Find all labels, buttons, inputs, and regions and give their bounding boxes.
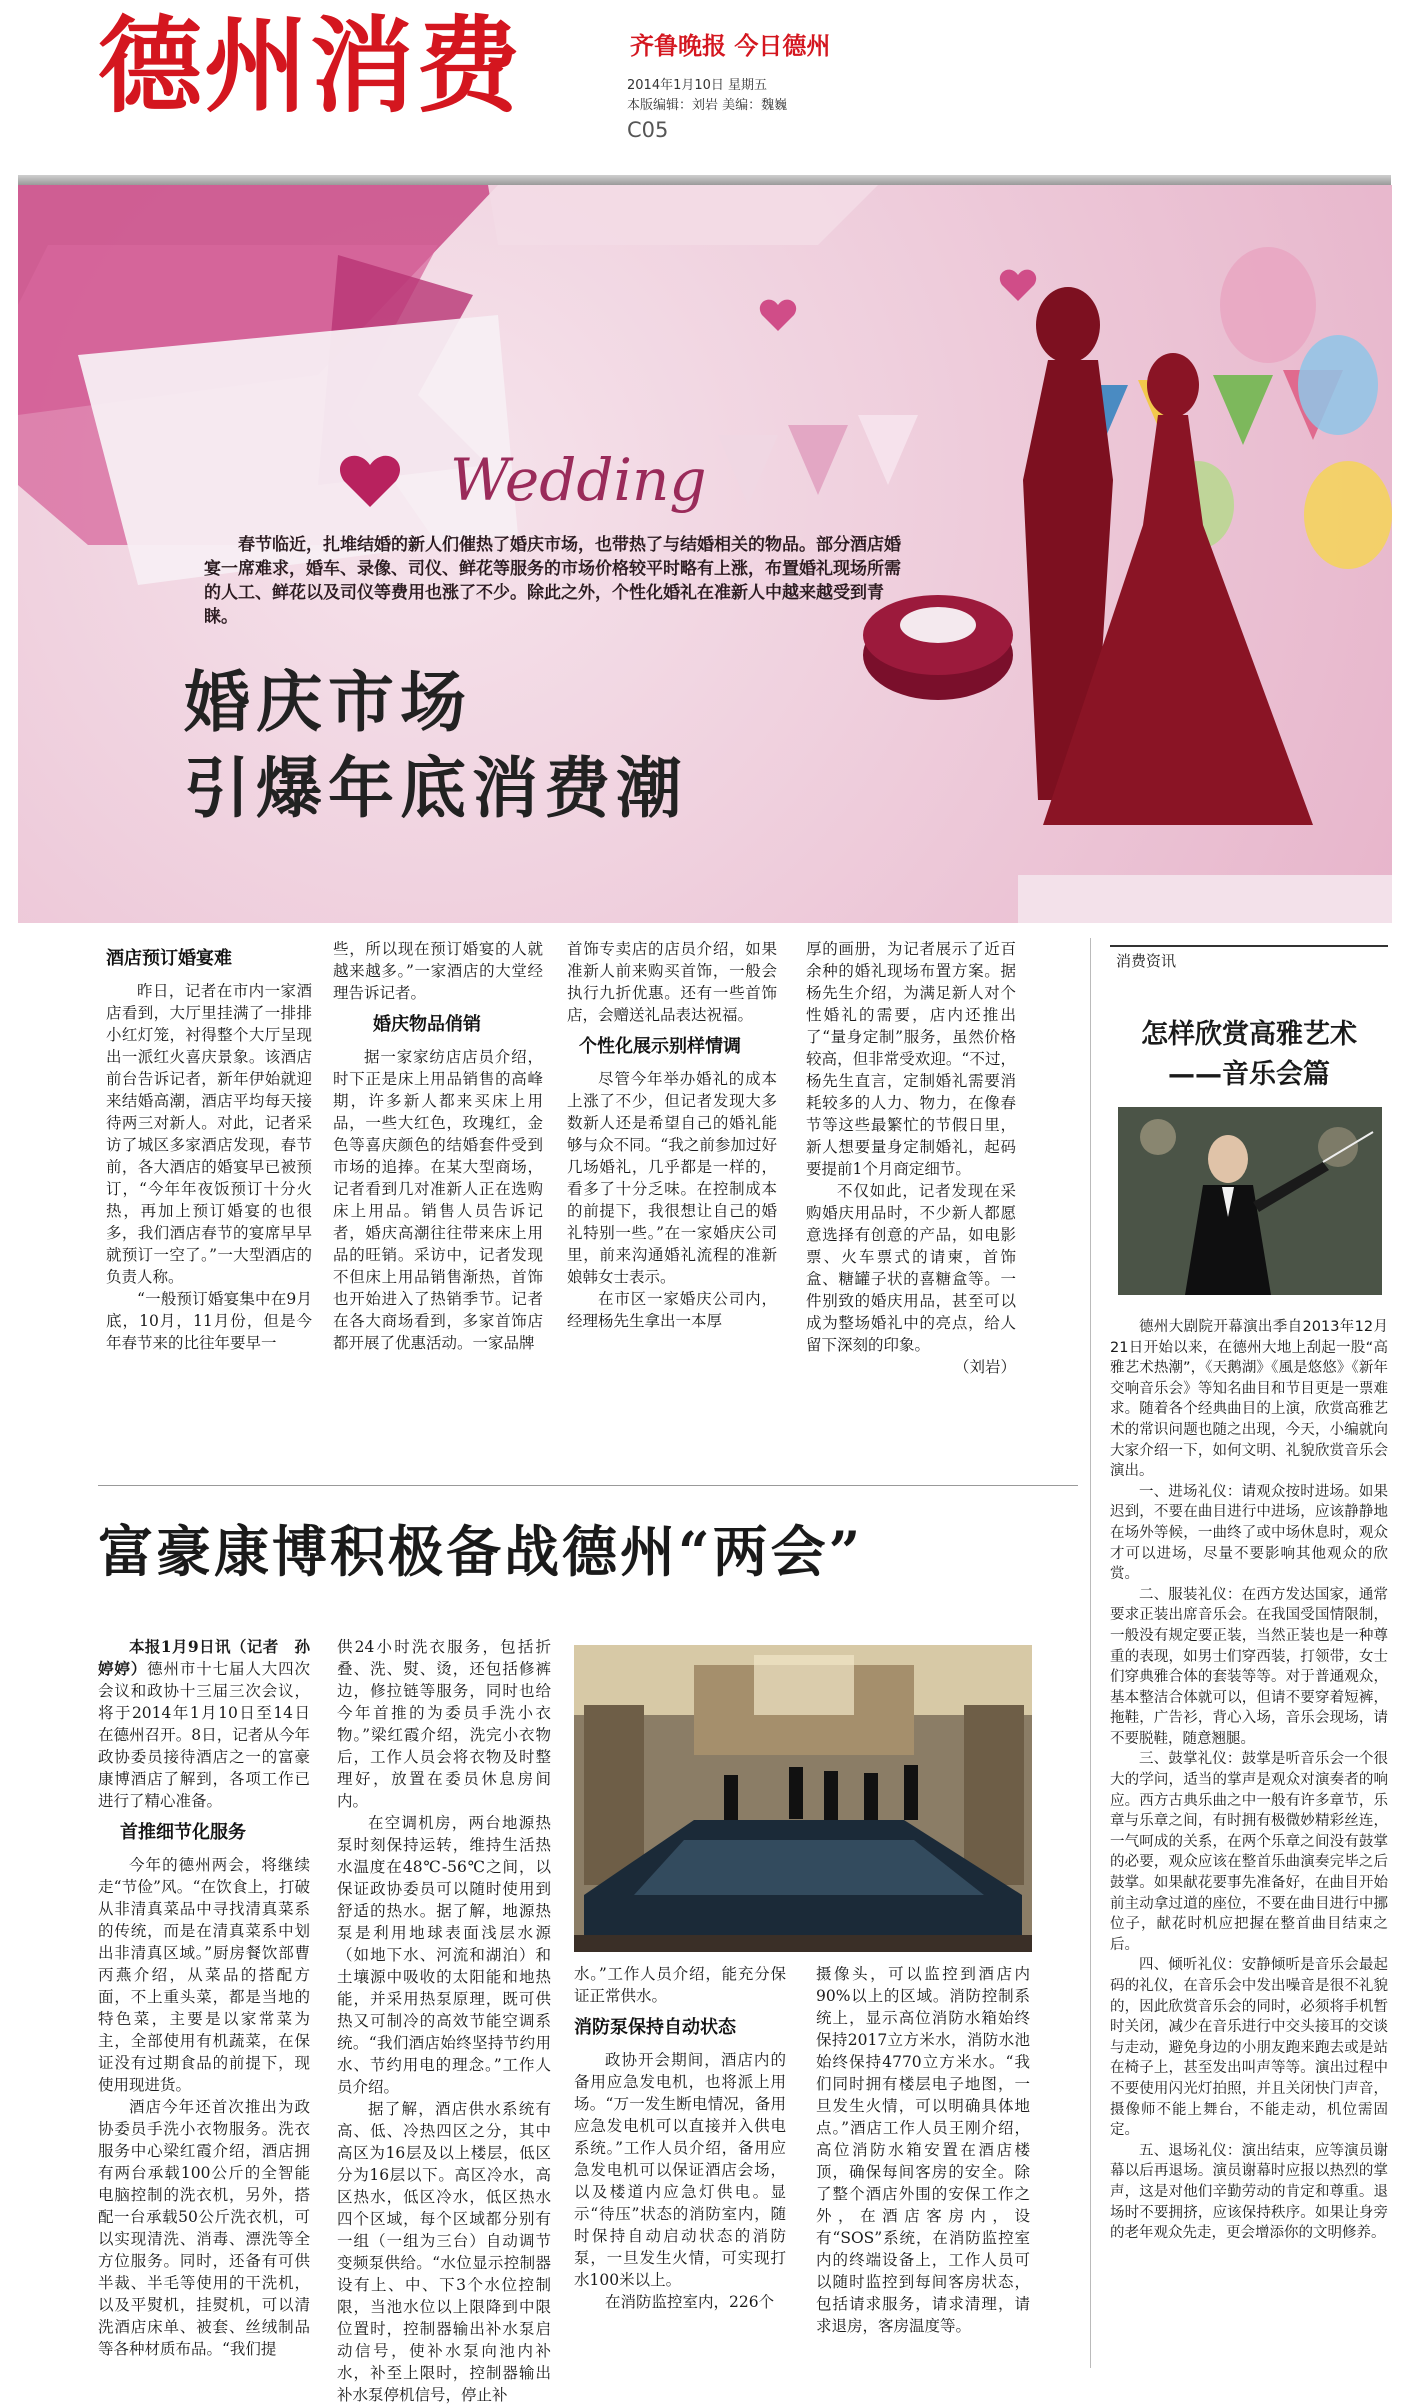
story1-column-2 — [333, 938, 543, 1354]
paragraph: 些，所以现在预订婚宴的人就越来越多。”一家酒店的大堂经理告诉记者。 — [333, 940, 543, 1002]
story1-column-4 — [806, 938, 1016, 1378]
paragraph: 摄像头，可以监控到酒店内90%以上的区域。消防控制系统上，显示高位消防水箱始终保持2017立方米水，消防水池始终保持4770立方米水。“我们同时拥有楼层电子地图，一旦发生火情，可以明确具体地点。”酒店工作人员王刚介绍，高位消防水箱安置在酒店楼顶，确保每间客房的安全。除了整个酒店外围的安保工作之外，在酒店客房内，设有“SOS”系统，在消防监控室内的终端设备上，工作人员可以随时监控到每间客房状态，包括请求服务，请求清理，请求退房，客房温度等。 — [816, 1965, 1030, 2335]
sidebar-title-line2: ——音乐会篇 — [1168, 1059, 1330, 1090]
paragraph: 在消防监控室内，226个 — [605, 2293, 775, 2311]
section-tag-label: 消费资讯 — [1110, 947, 1184, 971]
story-divider — [98, 1485, 1078, 1486]
hero-headline-line2: 引爆年底消费潮 — [184, 749, 688, 827]
sidebar-body — [1110, 1317, 1388, 2244]
story2-headline: 富豪康博积极备战德州“两会” — [98, 1519, 864, 1584]
subheading-wedding-goods: 婚庆物品俏销 — [373, 1014, 481, 1035]
column-divider — [1090, 938, 1091, 2368]
paragraph: 厚的画册，为记者展示了近百余种的婚礼现场布置方案。据杨先生介绍，为满足新人对个性婚礼的需要，店内还推出了“量身定制”服务，虽然价格较高，但非常受欢迎。“不过，杨先生直言，定制婚礼需要消耗较多的人力、物力，在像春节等这些最繁忙的节假日里，新人想要量身定制婚礼，起码要提前1个月商定细节。 — [806, 940, 1016, 1178]
header-rule — [18, 175, 1391, 185]
paragraph: 首饰专卖店的店员介绍，如果准新人前来购买首饰，一般会执行九折优惠。还有一些首饰店，会赠送礼品表达祝福。 — [567, 940, 777, 1024]
issue-info — [627, 76, 787, 116]
issue-date: 2014年1月10日 星期五 — [627, 78, 768, 93]
paragraph: 昨日，记者在市内一家酒店看到，大厅里挂满了一排排小红灯笼，衬得整个大厅呈现出一派红火喜庆景象。该酒店前台告诉记者，新年伊始就迎来结婚高潮，酒店平均每天接待两三对新人。对此，记者采访了城区多家酒店发现，春节前，各大酒店的婚宴早已被预订，“今年年夜饭预订十分火热，再加上预订婚宴的也很多，我们酒店春节的宴席早早就预订一空了。”一大型酒店的负责人称。 — [106, 982, 312, 1286]
dateline: 本报1月9日讯（记者 孙婷婷） — [98, 1637, 310, 1678]
paragraph: “一般预订婚宴集中在9月底，10月，11月份，但是今年春节来的比往年要早一 — [106, 1290, 312, 1352]
paragraph: 五、退场礼仪：演出结束，应等演员谢幕以后再退场。演员谢幕时应报以热烈的掌声，这是对他们辛勤劳动的肯定和尊重。退场时不要拥挤，应该保持秩序。如果让身旁的老年观众先走，更会增添你的文明修养。 — [1110, 2142, 1388, 2242]
paragraph: 一、进场礼仪：请观众按时进场。如果迟到，不要在曲目进行中进场，应该静静地在场外等候，一曲终了或中场休息时，观众才可以进场，尽量不要影响其他观众的欣赏。 — [1110, 1483, 1388, 1583]
story2-column-4 — [816, 1963, 1030, 2337]
paragraph: 在空调机房，两台地源热泵时刻保持运转，维持生活热水温度在48℃-56℃之间，以保证政协委员可以随时使用到舒适的热水。据了解，地源热泵是利用地球表面浅层水源（如地下水、河流和湖泊）和土壤源中吸收的太阳能和地热能，并采用热泵原理，既可供热又可制冷的高效节能空调系统。“我们酒店始终坚持节约用水、节约用电的理念。”工作人员介绍。 — [337, 1814, 551, 2096]
paragraph: 德州大剧院开幕演出季自2013年12月21日开始以来，在德州大地上刮起一股“高雅艺术热潮”，《天鹅湖》《風是悠悠》《新年交响音乐会》等知名曲目和节目更是一票难求。随着各个经典曲目的上演，欣赏高雅艺术的常识问题也随之出现，今天，小编就向大家介绍一下，如何文明、礼貌欣赏音乐会演出。 — [1110, 1319, 1388, 1480]
paragraph — [98, 1636, 310, 1812]
hero-headline — [184, 659, 688, 831]
subheading-hotel-booking: 酒店预订婚宴难 — [106, 948, 232, 969]
subheading-detail-service: 首推细节化服务 — [120, 1822, 246, 1843]
paragraph: 今年的德州两会，将继续走“节俭”风。“在饮食上，打破从非清真菜品中寻找清真菜系的传统，而是在清真菜系中划出非清真区域。”厨房餐饮部曹丙燕介绍，从菜品的搭配方面，不上重头菜，都是当地的特色菜，主要是以家常菜为主，全部使用有机蔬菜，在保证没有过期食品的前提下，现使用现进货。 — [98, 1856, 310, 2094]
lead-text: 德州市十七届人大四次会议和政协十三届三次会议，将于2014年1月10日至14日在德州召开。8日，记者从今年政协委员接待酒店之一的富豪康博酒店了解到，各项工作已进行了精心准备。 — [98, 1660, 310, 1810]
byline: （刘岩） — [953, 1358, 1016, 1376]
paragraph: 尽管今年举办婚礼的成本上涨了不少，但记者发现大多数新人还是希望自己的婚礼能够与众不同。“我之前参加过好几场婚礼，几乎都是一样的，看多了十分乏味。在控制成本的前提下，我很想让自己的婚礼特别一些。”在一家婚庆公司里，前来沟通婚礼流程的准新娘韩女士表示。 — [567, 1070, 777, 1286]
sidebar-concert-etiquette — [1110, 945, 1388, 2370]
story2-column-1 — [98, 1636, 310, 2360]
paragraph: 不仅如此，记者发现在采购婚庆用品时，不少新人都愿意选择有创意的产品，如电影票、火车票式的请柬，首饰盒、糖罐子状的喜糖盒等。一件别致的婚庆用品，甚至可以成为整场婚礼中的亮点，给人留下深刻的印象。 — [806, 1182, 1016, 1354]
masthead-title: 德州消费 — [98, 4, 523, 127]
hero-intro: 春节临近，扎堆结婚的新人们催热了婚庆市场，也带热了与结婚相关的物品。部分酒店婚宴一席难求，婚车、录像、司仪、鲜花等服务的市场价格较平时略有上涨，布置婚礼现场所需的人工、鲜花以及司仪等费用也涨了不少。除此之外，个性化婚礼在准新人中越来越受到青睐。 — [204, 535, 901, 627]
story2-column-2 — [337, 1636, 551, 2406]
newspaper-brand: 齐鲁晚报 今日德州 — [630, 31, 831, 60]
sidebar-title — [1110, 1015, 1388, 1095]
story1-column-3 — [567, 938, 777, 1332]
paragraph: 四、倾听礼仪：安静倾听是音乐会最起码的礼仪，在音乐会中发出噪音是很不礼貌的，因此欣赏音乐会的同时，必须将手机暂时关闭，减少在音乐进行中交头接耳的交谈与走动，避免身边的小朋友跑来跑去或是站在椅子上，甚至发出叫声等等。演出过程中不要使用闪光灯拍照，并且关闭快门声音，摄像师不能上舞台，不能走动，机位需固定。 — [1110, 1957, 1388, 2139]
sidebar-title-line1: 怎样欣赏高雅艺术 — [1141, 1019, 1357, 1050]
page-number: C05 — [627, 118, 669, 142]
paragraph: 水。”工作人员介绍，能充分保证正常供水。 — [574, 1965, 786, 2005]
paragraph: 在市区一家婚庆公司内，经理杨先生拿出一本厚 — [567, 1290, 777, 1330]
section-tag — [1110, 945, 1388, 969]
paragraph: 据一家家纺店店员介绍，时下正是床上用品销售的高峰期，许多新人都来买床上用品，一些大红色，玫瑰红，金色等喜庆颜色的结婚套件受到市场的追捧。在某大型商场，记者看到几对准新人正在选购床上用品。销售人员告诉记者，婚庆高潮往往带来床上用品的旺销。采访中，记者发现不但床上用品销售渐热，首饰也开始进入了热销季节。记者在各大商场看到，多家首饰店都开展了优惠活动。一家品牌 — [333, 1048, 543, 1352]
meeting-room-photo — [574, 1645, 1032, 1952]
paragraph: 二、服装礼仪：在西方发达国家，通常要求正装出席音乐会。在我国受国情限制，一般没有规定要正装，当然正装也是一种尊重的表现，如男士们穿西装，打领带，女士们穿典雅合体的套装等等。对于普通观众，基本整洁合体就可以，但请不要穿着短裤，拖鞋，广告衫，背心入场，音乐会现场，请不要脱鞋，随意翘腿。 — [1110, 1586, 1388, 1747]
hero-banner — [18, 185, 1392, 923]
conductor-photo — [1118, 1107, 1382, 1295]
hero-headline-line1: 婚庆市场 — [184, 663, 472, 741]
editor-credits: 本版编辑：刘岩 美编：魏巍 — [627, 98, 788, 113]
paragraph: 供24小时洗衣服务，包括折叠、洗、熨、烫，还包括修裤边，修拉链等服务，同时也给今年首推的为委员手洗小衣物。”梁红霞介绍，洗完小衣物后，工作人员会将衣物及时整理好，放置在委员休息房间内。 — [337, 1638, 551, 1810]
wedding-script-text: Wedding — [450, 446, 707, 514]
story2-column-3 — [574, 1963, 786, 2313]
subheading-fire-pump: 消防泵保持自动状态 — [574, 2017, 736, 2038]
paragraph: 三、鼓掌礼仪：鼓掌是听音乐会一个很大的学问，适当的掌声是观众对演奏者的响应。西方古典乐曲之中一般有许多章节，乐章与乐章之间，有时拥有极微妙精彩丝连，一气呵成的关系，在两个乐章之间没有鼓掌的必要，观众应该在整首乐曲演奏完毕之后鼓掌。如果献花要事先准备好，在曲目开始前主动拿过道的座位，不要在曲目进行中挪位子，献花时机应把握在整首曲目结束之后。 — [1110, 1751, 1388, 1953]
paragraph: 据了解，酒店供水系统有高、低、冷热四区之分，其中高区为16层及以上楼层，低区分为16层以下。高区冷水，高区热水，低区冷水，低区热水四个区域，每个区域都分别有一组（一组为三台）自动调节变频泵供给。“水位显示控制器设有上、中、下3个水位控制限，当池水位以上限降到中限位置时，控制器输出补水泵启动信号，使补水泵向池内补水，补至上限时，控制器输出补水泵停机信号，停止补 — [337, 2100, 551, 2404]
paragraph: 酒店今年还首次推出为政协委员手洗小衣物服务。洗衣服务中心梁红霞介绍，酒店拥有两台承载100公斤的全智能电脑控制的洗衣机，另外，搭配一台承载50公斤洗衣机，可以实现清洗、消毒、漂洗等全方位服务。同时，还备有可供半裁、半毛等使用的干洗机，以及平熨机，挂熨机，可以清洗酒店床单、被套、丝绒制品等各种材质布品。“我们提 — [98, 2098, 310, 2358]
paragraph: 政协开会期间，酒店内的备用应急发电机，也将派上用场。“万一发生断电情况，备用应急发电机可以直接并入供电系统。”工作人员介绍，备用应急发电机可以保证酒店会场，以及楼道内应急灯供电。显示“待压”状态的消防室内，随时保持自动启动状态的消防泵，一旦发生火情，可实现打水100米以上。 — [574, 2051, 786, 2289]
story1-column-1 — [106, 938, 312, 1354]
subheading-personalized: 个性化展示别样情调 — [579, 1036, 741, 1057]
